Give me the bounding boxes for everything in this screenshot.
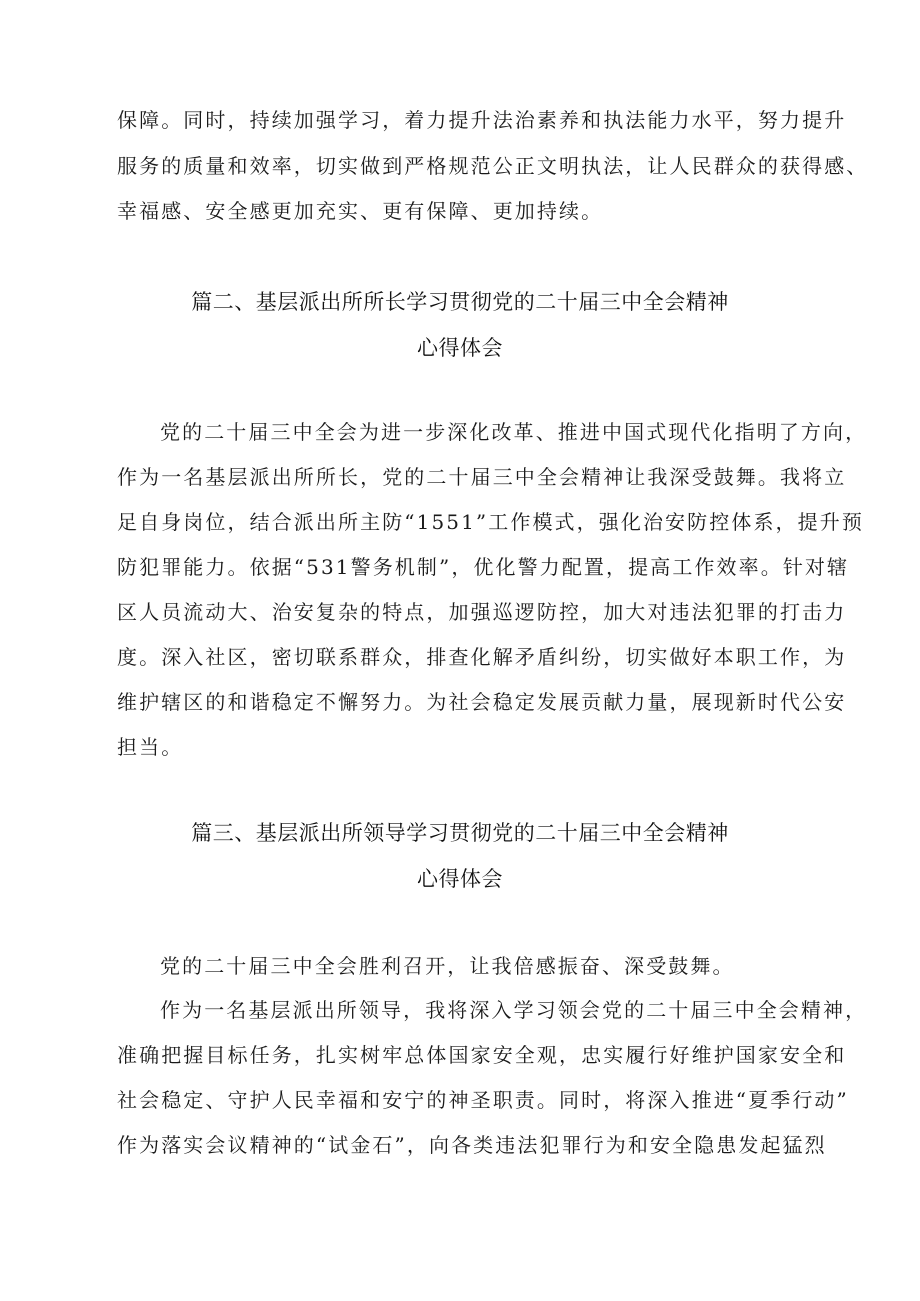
section-3-title-line2: 心得体会 — [417, 867, 503, 891]
paragraph-line: 作为一名基层派出所领导，我将深入学习领会党的二十届三中全会精神， — [160, 998, 868, 1022]
paragraph-line: 准确把握目标任务，扎实树牢总体国家安全观，忠实履行好维护国家安全和 — [117, 1043, 847, 1067]
paragraph-line: 服务的质量和效率，切实做到严格规范公正文明执法，让人民群众的获得感、 — [117, 154, 869, 178]
paragraph-line: 作为落实会议精神的“试金石”，向各类违法犯罪行为和安全隐患发起猛烈 — [117, 1133, 827, 1157]
paragraph-line: 区人员流动大、治安复杂的特点，加强巡逻防控，加大对违法犯罪的打击力 — [117, 600, 847, 624]
paragraph-line: 度。深入社区，密切联系群众，排查化解矛盾纠纷，切实做好本职工作，为 — [117, 645, 847, 669]
paragraph-line: 社会稳定、守护人民幸福和安宁的神圣职责。同时，将深入推进“夏季行动” — [117, 1088, 849, 1112]
paragraph-line: 足自身岗位，结合派出所主防“1551”工作模式，强化治安防控体系，提升预 — [117, 510, 864, 534]
paragraph-line: 党的二十届三中全会为进一步深化改革、推进中国式现代化指明了方向， — [160, 420, 868, 444]
paragraph-line: 担当。 — [117, 735, 184, 759]
section-2-title-line2: 心得体会 — [417, 336, 503, 360]
paragraph-line: 保障。同时，持续加强学习，着力提升法治素养和执法能力水平，努力提升 — [117, 108, 847, 132]
section-2-title: 篇二、基层派出所所长学习贯彻党的二十届三中全会精神 — [191, 290, 729, 314]
section-3-title: 篇三、基层派出所领导学习贯彻党的二十届三中全会精神 — [191, 821, 729, 845]
paragraph-line: 维护辖区的和谐稳定不懈努力。为社会稳定发展贡献力量，展现新时代公安 — [117, 690, 847, 714]
paragraph-line: 防犯罪能力。依据“531警务机制”，优化警力配置，提高工作效率。针对辖 — [117, 555, 850, 579]
paragraph-line: 党的二十届三中全会胜利召开，让我倍感振奋、深受鼓舞。 — [160, 954, 735, 978]
paragraph-line: 幸福感、安全感更加充实、更有保障、更加持续。 — [117, 199, 604, 223]
paragraph-line: 作为一名基层派出所所长，党的二十届三中全会精神让我深受鼓舞。我将立 — [117, 465, 847, 489]
